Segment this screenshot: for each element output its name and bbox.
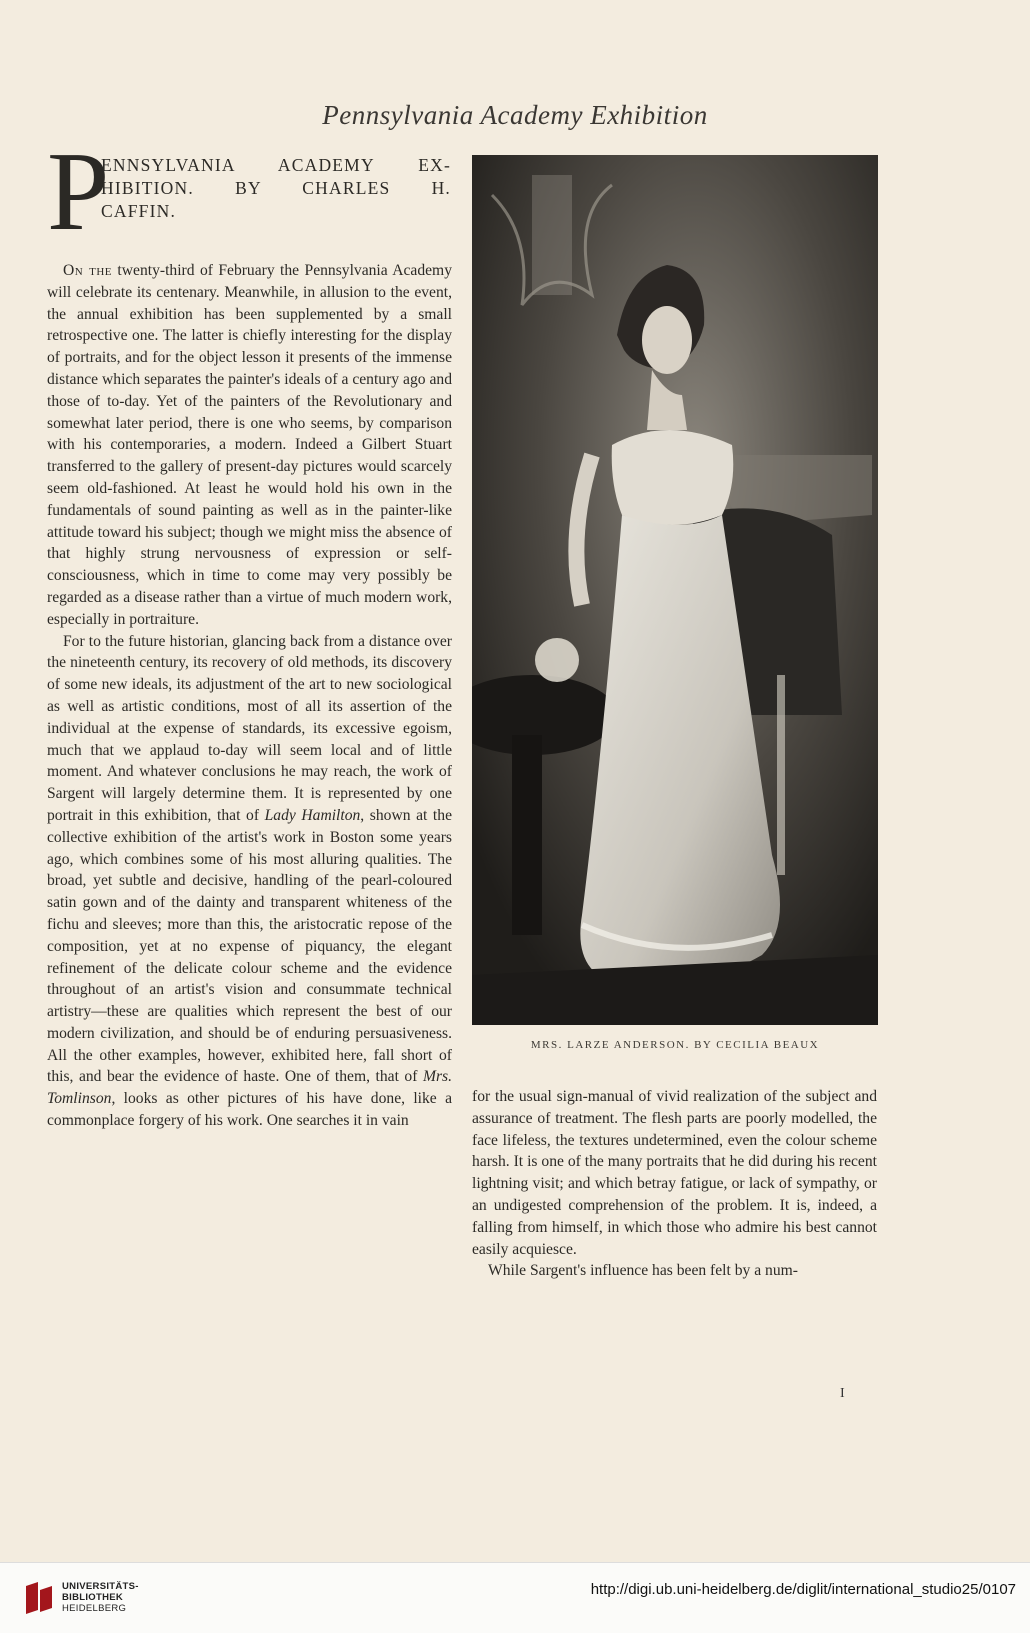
title-line: ENNSYLVANIA ACADEMY EX-	[101, 155, 451, 175]
title-lines	[101, 154, 451, 223]
paragraph: for the usual sign-manual of vivid realization of the subject and assurance of treatment. The flesh parts are poorly modelled, the face lifeless, the textures undetermined, even the colour scheme harsh. It is one of the many portraits that he did during his recent lightning visit; and which betray fatigue, or lack of sympathy, or an undigested comprehension of the problem. It is, indeed, a falling from himself, in which those who admire his best cannot easily acquiesce.	[472, 1088, 877, 1258]
portrait-image	[472, 155, 878, 1025]
right-body-text	[472, 1086, 877, 1282]
drop-cap: P	[47, 130, 110, 254]
library-name-line: BIBLIOTHEK	[62, 1592, 124, 1603]
digitization-footer	[0, 1562, 1030, 1633]
right-column	[472, 1086, 877, 1282]
paragraph	[47, 631, 452, 1132]
left-column	[47, 130, 452, 1132]
source-url-link[interactable]: http://digi.ub.uni-heidelberg.de/diglit/international_studio25/0107	[590, 1581, 1016, 1598]
article-title	[47, 130, 452, 254]
title-line: CAFFIN.	[101, 201, 177, 221]
figure-caption: MRS. LARZE ANDERSON. BY CECILIA BEAUX	[530, 1039, 820, 1051]
paragraph-text: , shown at the collective exhibition of the artist's work in Boston some years ago, which combines some of his most alluring qualities. The broad, yet subtle and decisive, handling of the pearl-coloured satin gown and of the dainty and transparent whiteness of the fichu and sleeves; more than this, the aristocratic repose of the composition, yet at no expense of piquancy, the elegant refinement of the delicate colour scheme and the evidence throughout of an artist's vision and consummate technical artistry—these are qualities which represent the best of our modern civilization, and should be of enduring persuasiveness. All the other examples, however, exhibited here, fall short of this, and bear the evidence of haste. One of them, that of	[47, 806, 452, 1086]
paragraph-opening: On the	[63, 262, 113, 279]
artwork-title: Lady Hamilton	[264, 806, 361, 824]
paragraph-text: , looks as other pictures of his have done, like a commonplace forgery of his work. One searches it in vain	[47, 1090, 452, 1130]
paragraph: While Sargent's influence has been felt by a num-	[488, 1262, 798, 1280]
paragraph-text: For to the future historian, glancing back from a distance over the nineteenth century, its recovery of old methods, its discovery of some new ideals, its adjustment of the art to new sociological as well as artistic conditions, most of all its assertion of the individual at the expense of standards, its excessive egoism, much that we applaud to-day will seem local and of little moment. And whatever conclusions he may reach, the work of Sargent will largely determine them. It is represented by one portrait in this exhibition, that of	[47, 632, 452, 824]
title-line: HIBITION. BY CHARLES H.	[101, 178, 451, 198]
running-head: Pennsylvania Academy Exhibition	[322, 100, 708, 130]
paragraph	[47, 260, 452, 631]
paragraph-text: twenty-third of February the Pennsylvania Academy will celebrate its centenary. Meanwhile, in allusion to the event, the annual exhibition has been supplemented by a small retrospective one. The latter is chiefly interesting for the display of portraits, and for the object lesson it presents of the immense distance which separates the painter's ideals of a century ago and those of to-day. Yet of the painters of the Revolutionary and somewhat later period, there is one who seems, by comparison with his contemporaries, a modern. Indeed a Gilbert Stuart transferred to the gallery of present-day pictures would scarcely seem old-fashioned. At least he would hold his own in the fundamentals of sound painting as well as in the painter-like attitude toward his subject; though we might miss the absence of that highly strung nervousness of expression or self-consciousness, which in time to come may very possibly be regarded as a disease rather than a virtue of much modern work, especially in portraiture.	[47, 262, 452, 628]
library-name	[62, 1581, 139, 1614]
page-number: I	[840, 1386, 845, 1401]
library-name-line: HEIDELBERG	[62, 1603, 127, 1614]
artwork-title: Mrs. Tomlinson	[47, 1068, 452, 1108]
library-logo-icon	[22, 1580, 62, 1616]
portrait-illustration	[472, 155, 878, 1025]
library-name-line: UNIVERSITÄTS-	[62, 1581, 139, 1592]
left-body-text	[47, 260, 452, 1132]
